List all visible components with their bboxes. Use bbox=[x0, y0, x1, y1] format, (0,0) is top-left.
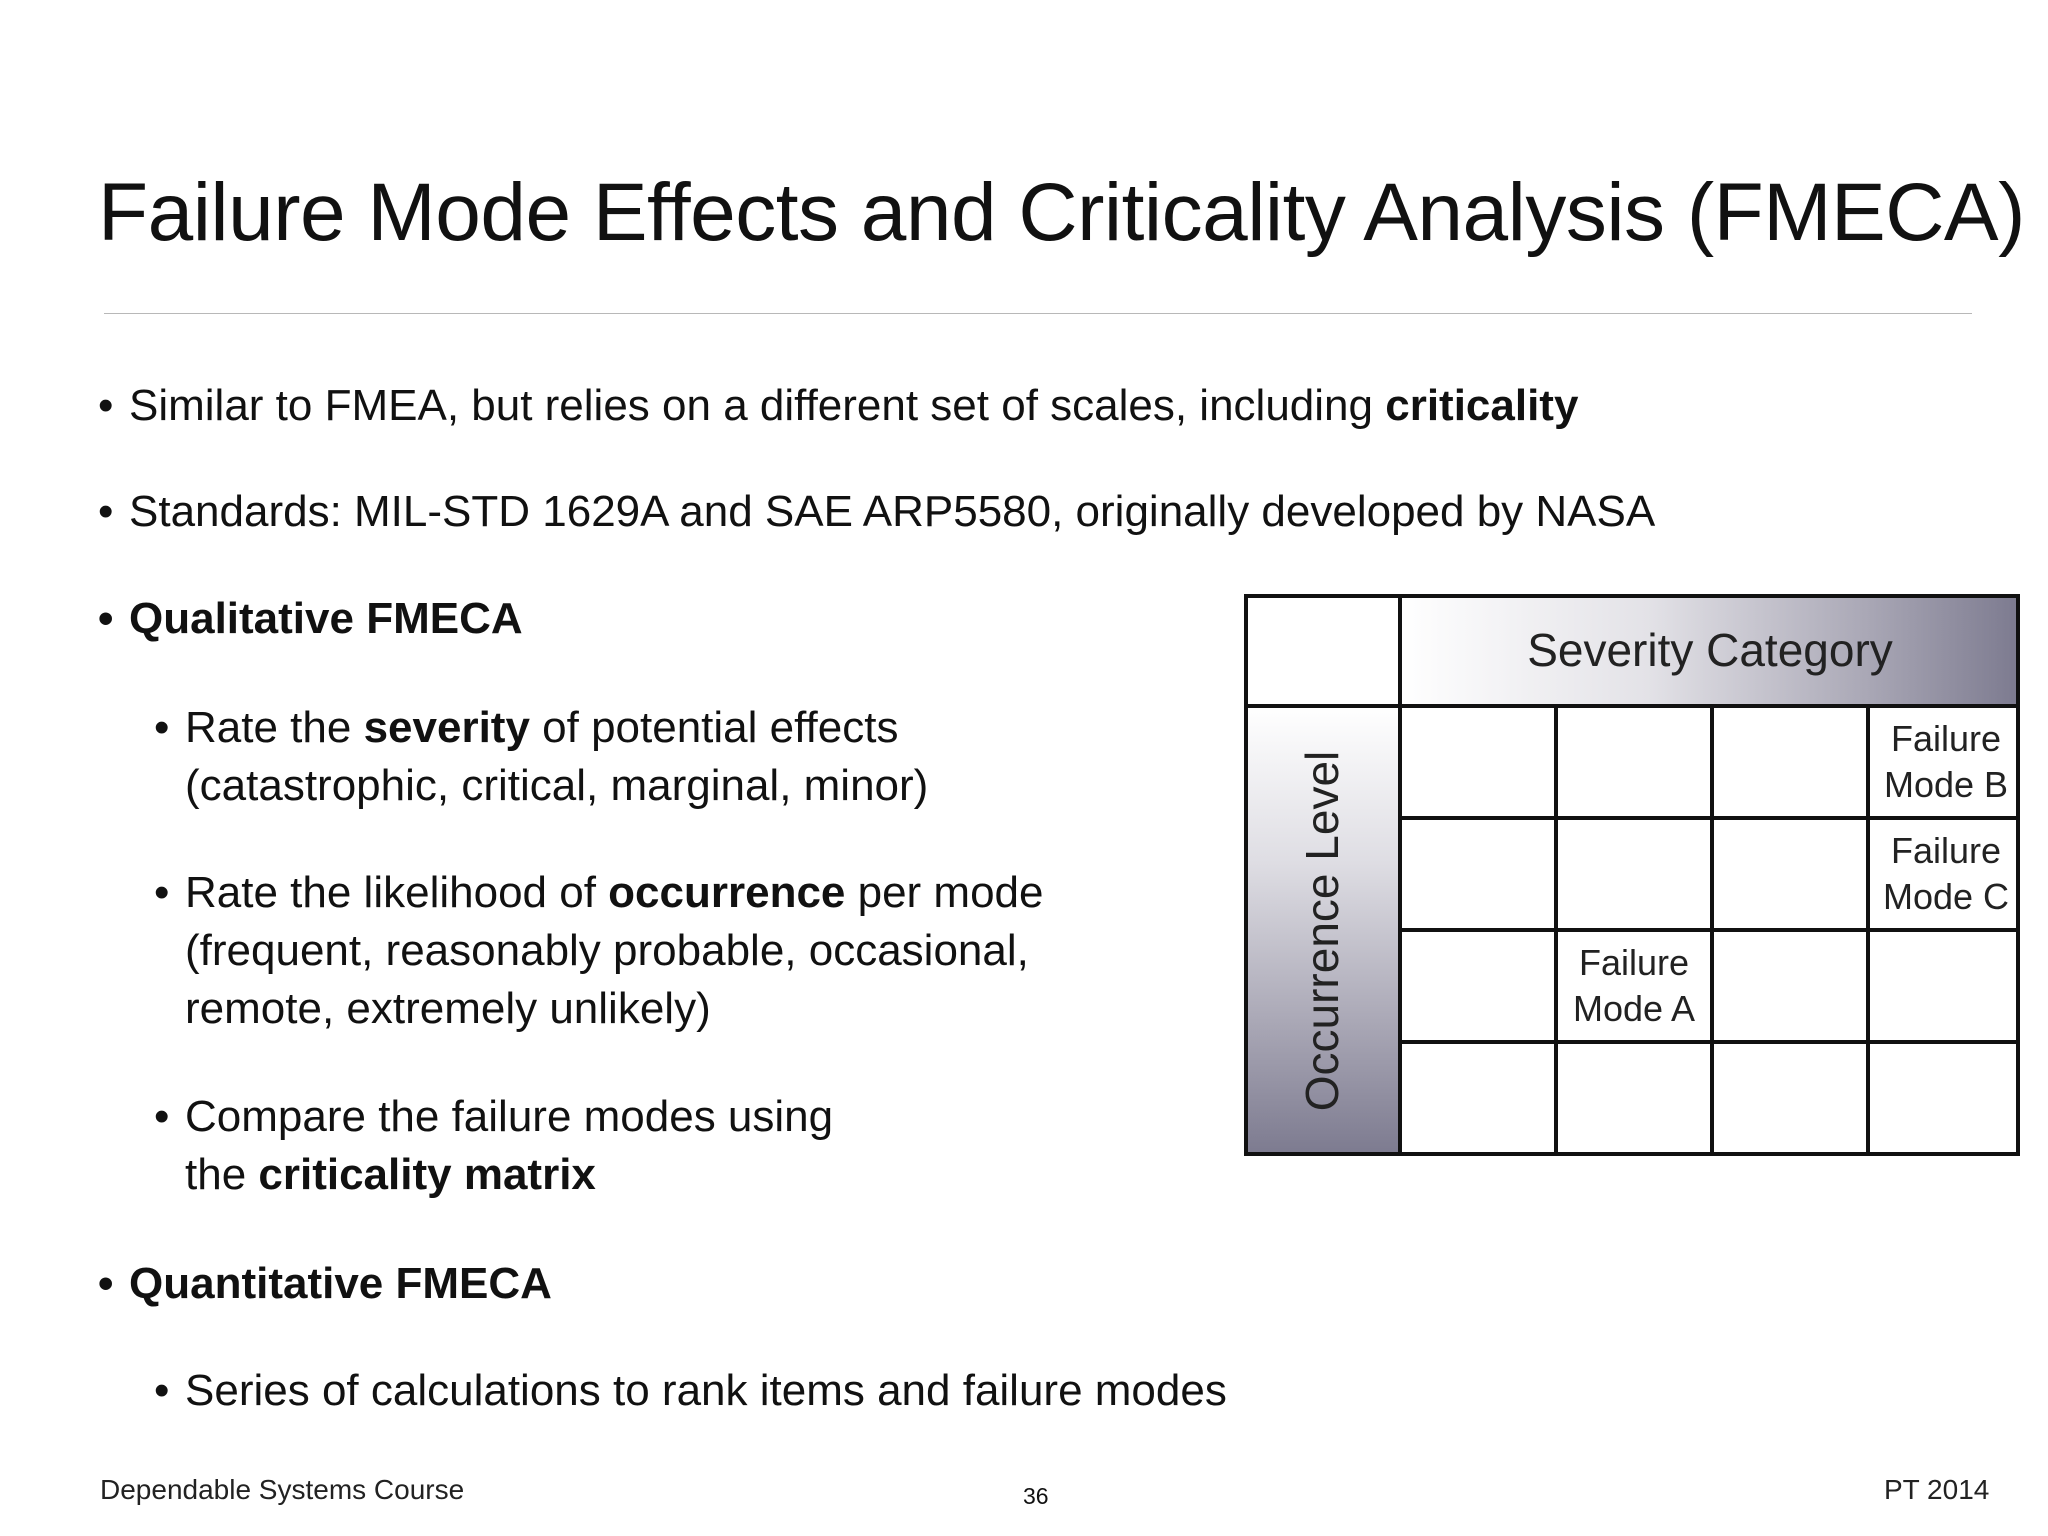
subbullet-text: per mode bbox=[845, 868, 1044, 917]
bullet-marker: • bbox=[98, 487, 114, 536]
criticality-matrix bbox=[1244, 594, 2020, 1156]
cell-line: Mode B bbox=[1883, 764, 2009, 805]
subbullet-criticality-matrix bbox=[154, 1088, 834, 1204]
matrix-grid-line bbox=[2016, 594, 2020, 1156]
severity-category-label: Severity Category bbox=[1527, 624, 1893, 676]
cell-line: Failure bbox=[1578, 942, 1690, 983]
footer-course-name: Dependable Systems Course bbox=[100, 1474, 465, 1505]
bullet-marker: • bbox=[154, 868, 170, 917]
subbullet-text: Compare the failure modes using bbox=[185, 1092, 834, 1141]
matrix-cell-failure-mode-b bbox=[1868, 706, 2024, 818]
footer-author-year: PT 2014 bbox=[1884, 1474, 1990, 1505]
subbullet-emphasis: severity bbox=[363, 703, 530, 752]
bullet-marker: • bbox=[154, 703, 170, 752]
matrix-grid-line bbox=[1398, 594, 1402, 1156]
subbullet-text: Rate the likelihood of bbox=[185, 868, 609, 917]
subbullet-emphasis: criticality matrix bbox=[258, 1150, 596, 1199]
bullet-text: Standards: MIL-STD 1629A and SAE ARP5580, originally developed by NASA bbox=[129, 487, 1656, 536]
matrix-grid-line bbox=[1398, 816, 2020, 820]
subbullet-severity bbox=[154, 699, 929, 815]
title-divider bbox=[104, 313, 1972, 314]
bullet-text: Quantitative FMECA bbox=[129, 1259, 552, 1308]
bullet-text: Qualitative FMECA bbox=[129, 594, 523, 643]
bullet-text: Similar to FMEA, but relies on a different set of scales, including bbox=[129, 381, 1386, 430]
matrix-grid-line bbox=[1244, 594, 1248, 1156]
matrix-grid-line bbox=[1398, 1040, 2020, 1044]
subbullet-calculations bbox=[154, 1362, 1227, 1420]
bullet-emphasis: criticality bbox=[1385, 381, 1579, 430]
bullet-qualitative-fmeca bbox=[98, 590, 523, 648]
subbullet-text: remote, extremely unlikely) bbox=[185, 984, 711, 1033]
slide-title: Failure Mode Effects and Criticality Analysis (FMECA) bbox=[98, 167, 2025, 258]
matrix-cell-failure-mode-a bbox=[1556, 930, 1712, 1042]
occurrence-level-label: Occurrence Level bbox=[1296, 750, 1348, 1112]
bullet-similar-to-fmea bbox=[98, 377, 1579, 435]
severity-category-header bbox=[1400, 594, 2020, 706]
cell-line: Mode C bbox=[1882, 876, 2010, 917]
matrix-grid-line bbox=[1244, 1152, 2020, 1156]
bullet-marker: • bbox=[98, 1259, 114, 1308]
matrix-grid-line bbox=[1398, 928, 2020, 932]
cell-line: Mode A bbox=[1572, 988, 1696, 1029]
bullet-marker: • bbox=[154, 1092, 170, 1141]
bullet-standards bbox=[98, 483, 1656, 541]
cell-line: Failure bbox=[1890, 718, 2002, 759]
bullet-marker: • bbox=[154, 1366, 170, 1415]
bullet-marker: • bbox=[98, 381, 114, 430]
matrix-cell-failure-mode-c bbox=[1868, 818, 2024, 930]
subbullet-text: Rate the bbox=[185, 703, 364, 752]
subbullet-emphasis: occurrence bbox=[608, 868, 846, 917]
subbullet-text: (frequent, reasonably probable, occasional, bbox=[185, 926, 1029, 975]
page-number: 36 bbox=[1023, 1483, 1049, 1509]
subbullet-text: Series of calculations to rank items and failure modes bbox=[185, 1366, 1227, 1415]
subbullet-text: (catastrophic, critical, marginal, minor) bbox=[185, 761, 929, 810]
subbullet-text: the bbox=[185, 1150, 259, 1199]
cell-line: Failure bbox=[1890, 830, 2002, 871]
subbullet-occurrence bbox=[154, 864, 1044, 1038]
occurrence-level-axis bbox=[1244, 706, 1400, 1156]
bullet-quantitative-fmeca bbox=[98, 1255, 552, 1313]
subbullet-text: of potential effects bbox=[529, 703, 899, 752]
bullet-marker: • bbox=[98, 594, 114, 643]
matrix-grid-line bbox=[1244, 704, 2020, 708]
matrix-grid-line bbox=[1244, 594, 2020, 598]
